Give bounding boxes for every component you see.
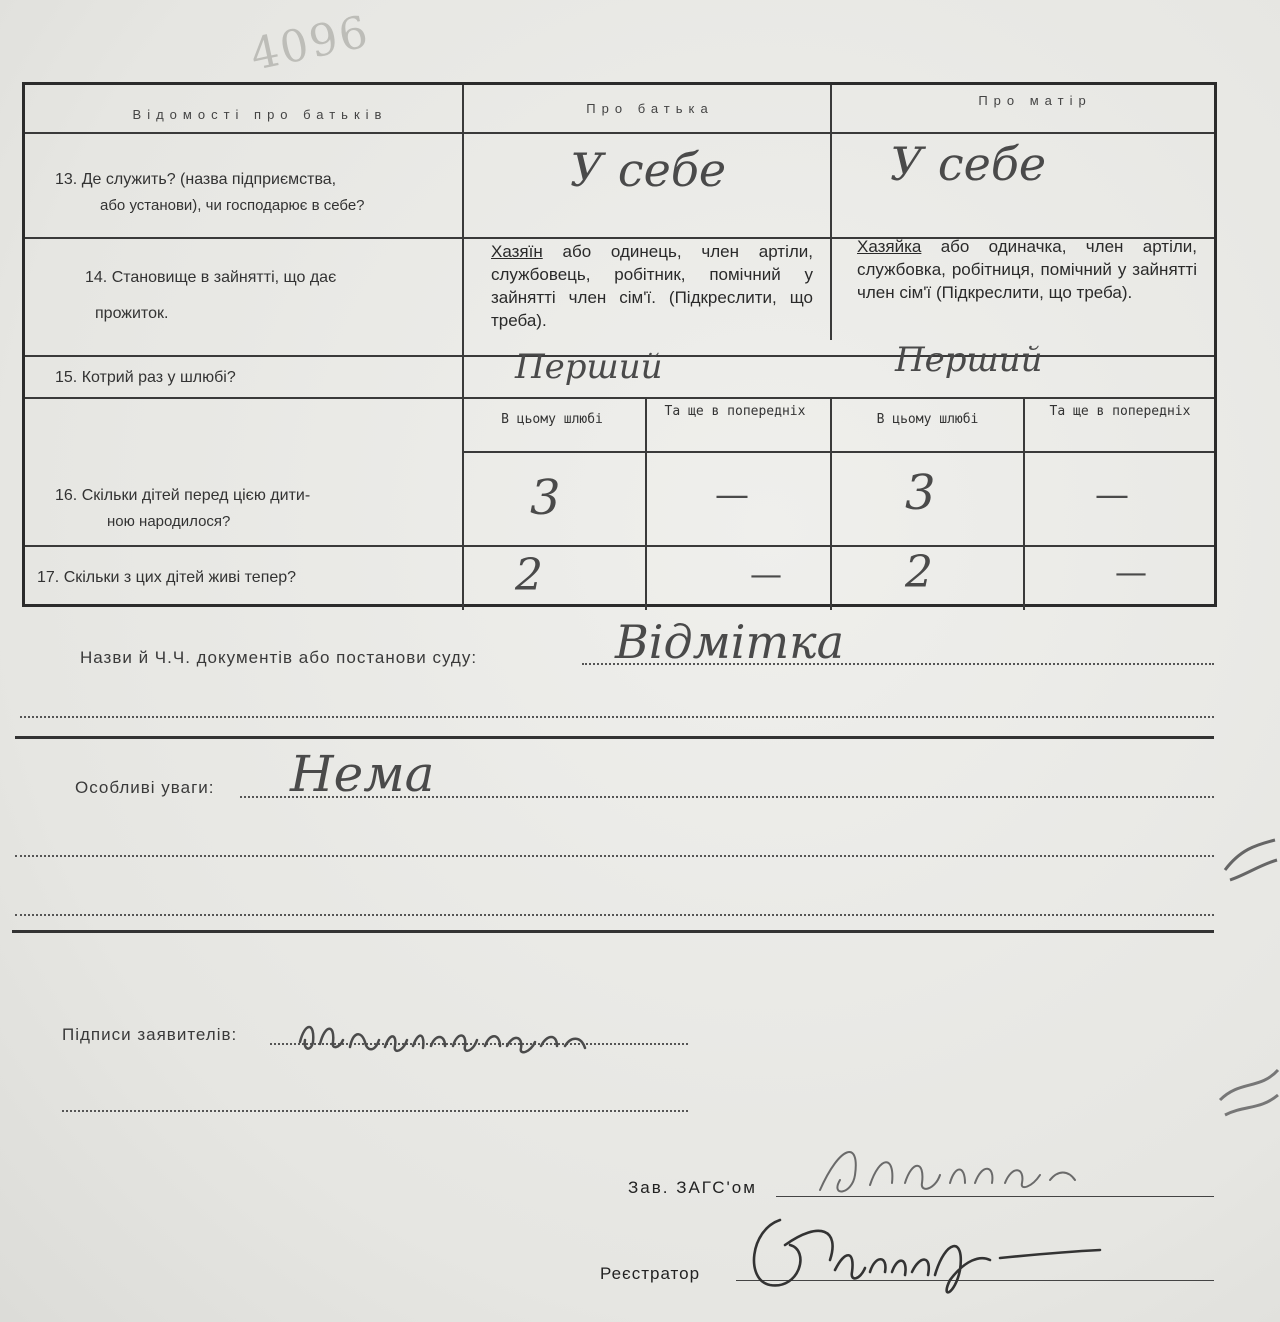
table-divider <box>830 397 832 610</box>
header-mother: Про матір <box>978 93 1092 108</box>
row14-label-2: прожиток. <box>95 305 169 322</box>
documents-label: Назви й Ч.Ч. документів або постанови суду: <box>80 648 478 667</box>
row16-col-previous-father: Та ще в попередніх <box>664 404 806 419</box>
table-divider <box>1023 397 1025 610</box>
row16-mother-this: 3 <box>905 465 936 521</box>
applicants-signature-line-2 <box>62 1110 688 1112</box>
row16-father-this: 3 <box>530 470 561 526</box>
archive-number: 4096 <box>246 6 374 81</box>
row14-father-options <box>491 240 813 332</box>
header-father: Про батька <box>586 101 714 116</box>
row15-mother-value: Перший <box>895 340 1043 380</box>
header-section: Відомості про батьків <box>132 107 388 122</box>
parents-info-table <box>22 82 1217 607</box>
table-divider <box>462 451 1214 453</box>
row14-mother-selected: Хазяйка <box>857 237 922 256</box>
table-divider <box>830 85 832 340</box>
paper-damage-mark <box>1215 820 1280 900</box>
remarks-line-3 <box>15 914 1214 916</box>
row15-label: 15. Котрий раз у шлюбі? <box>55 369 236 386</box>
table-divider <box>25 545 1214 547</box>
row16-col-this-marriage-father: В цьому шлюбі <box>501 412 603 427</box>
documents-line-2 <box>20 716 1214 718</box>
row16-col-this-marriage-mother: В цьому шлюбі <box>876 412 979 427</box>
row16-label-2: ною народилося? <box>107 513 231 530</box>
row16-mother-prev: — <box>1095 475 1129 515</box>
head-signature <box>800 1135 1090 1205</box>
row13-label-1: 13. Де служить? (назва підприємства, <box>55 171 337 188</box>
head-registry-label: Зав. ЗАГС'ом <box>628 1178 757 1197</box>
row14-father-rest: або одинець, член артіли, службовець, робітник, помічний у зайнятті член сім'ї. (Підкреслити, що треба). <box>491 242 813 330</box>
table-divider <box>645 397 647 610</box>
row17-father-this: 2 <box>515 550 543 601</box>
row13-label-2: або установи), чи господарює в себе? <box>100 197 365 214</box>
row14-mother-options <box>857 235 1197 304</box>
registrar-signature <box>740 1200 1120 1310</box>
row17-mother-prev: — <box>1115 553 1147 591</box>
row16-label-1: 16. Скільки дітей перед цією дити- <box>55 487 311 504</box>
row14-mother-rest: або одиначка, член артіли, службовка, робітниця, помічний у зайнятті член сім'ї (Підкреслити, що треба). <box>857 237 1197 302</box>
section-divider <box>12 930 1214 933</box>
applicant-signature <box>295 1012 605 1062</box>
table-divider <box>462 390 464 610</box>
remarks-value: Нема <box>290 745 435 803</box>
remarks-line-2 <box>15 855 1214 857</box>
row14-label-1: 14. Становище в зайнятті, що дає <box>85 269 337 286</box>
row17-father-prev: — <box>750 555 782 593</box>
row16-father-prev: — <box>715 475 749 515</box>
row16-col-previous-mother: Та ще в попередніх <box>1049 404 1191 419</box>
row14-father-selected: Хазяїн <box>491 242 543 261</box>
row17-label: 17. Скільки з цих дітей живі тепер? <box>37 569 297 586</box>
row13-mother-value: У себе <box>890 137 1047 191</box>
table-divider <box>25 397 1214 399</box>
registrar-label: Реєстратор <box>600 1264 701 1283</box>
applicants-label: Підписи заявителів: <box>62 1025 238 1044</box>
documents-value: Відмітка <box>615 615 845 669</box>
row15-father-value: Перший <box>515 347 663 387</box>
table-divider <box>25 132 1214 134</box>
paper-damage-mark <box>1210 1060 1280 1130</box>
remarks-label: Особливі уваги: <box>75 778 215 797</box>
section-divider <box>15 736 1214 739</box>
row13-father-value: У себе <box>570 143 727 197</box>
row17-mother-this: 2 <box>905 547 933 598</box>
